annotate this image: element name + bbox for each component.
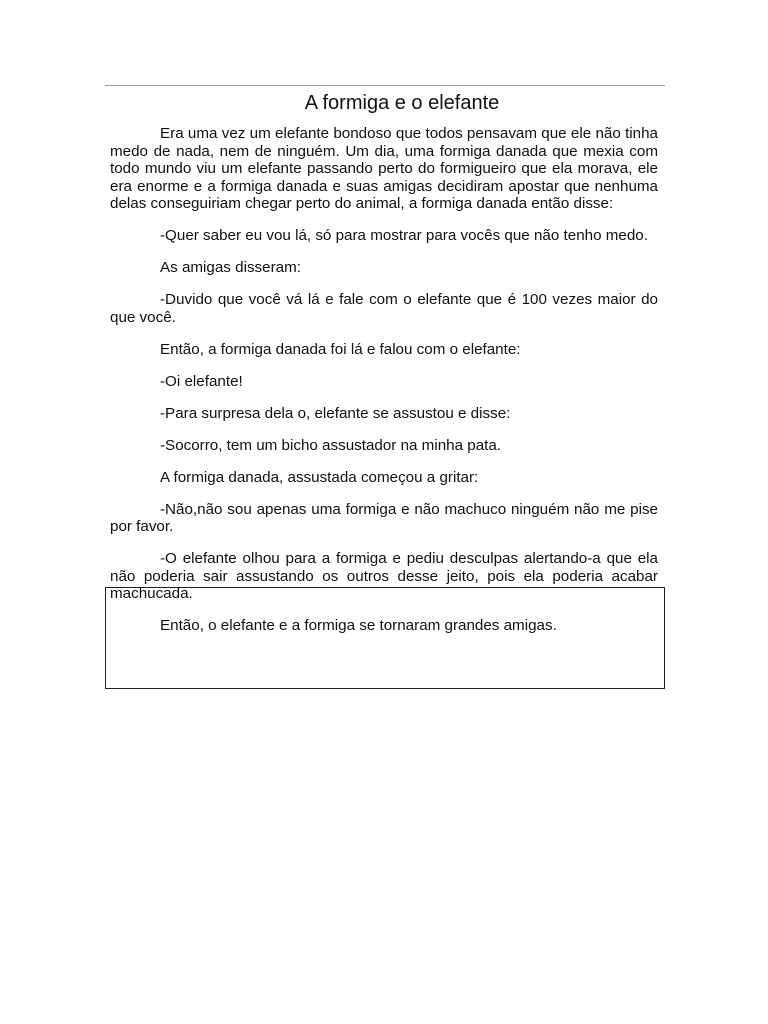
header-rule	[105, 85, 665, 86]
paragraph-8: -Socorro, tem um bicho assustador na minha pata.	[160, 436, 502, 454]
paragraph-7: -Para surpresa dela o, elefante se assustou e disse:	[160, 404, 511, 422]
paragraph-9: A formiga danada, assustada começou a gritar:	[160, 468, 479, 486]
document-title: A formiga e o elefante	[304, 92, 500, 114]
paragraph-3: As amigas disseram:	[160, 259, 301, 276]
paragraph-4: -Duvido que você vá lá e fale com o elefante que é 100 vezes maior do que você.	[110, 291, 658, 326]
paragraph-10: -Não,não sou apenas uma formiga e não machuco ninguém não me pise por favor.	[110, 500, 658, 535]
paragraph-6: -Oi elefante!	[160, 372, 243, 390]
paragraph-5: Então, a formiga danada foi lá e falou com o elefante:	[160, 340, 521, 358]
paragraph-12: Então, o elefante e a formiga se tornaram grandes amigas.	[160, 617, 557, 634]
paragraph-11: -O elefante olhou para a formiga e pediu desculpas alertando-a que ela não poderia sair assustando os outros desse jeito, pois ela poderia acabar machucada.	[110, 550, 658, 602]
document-body	[110, 125, 658, 635]
paragraph-2: -Quer saber eu vou lá, só para mostrar para vocês que não tenho medo.	[160, 227, 648, 244]
paragraph-1: Era uma vez um elefante bondoso que todos pensavam que ele não tinha medo de nada, nem de ninguém. Um dia, uma formiga danada que mexia com todo mundo viu um elefante passando perto do formigueiro que ela morava, ele era enorme e a formiga danada e suas amigas decidiram apostar que nenhuma delas conseguiriam chegar perto do animal, a formiga danada então disse:	[110, 125, 658, 212]
